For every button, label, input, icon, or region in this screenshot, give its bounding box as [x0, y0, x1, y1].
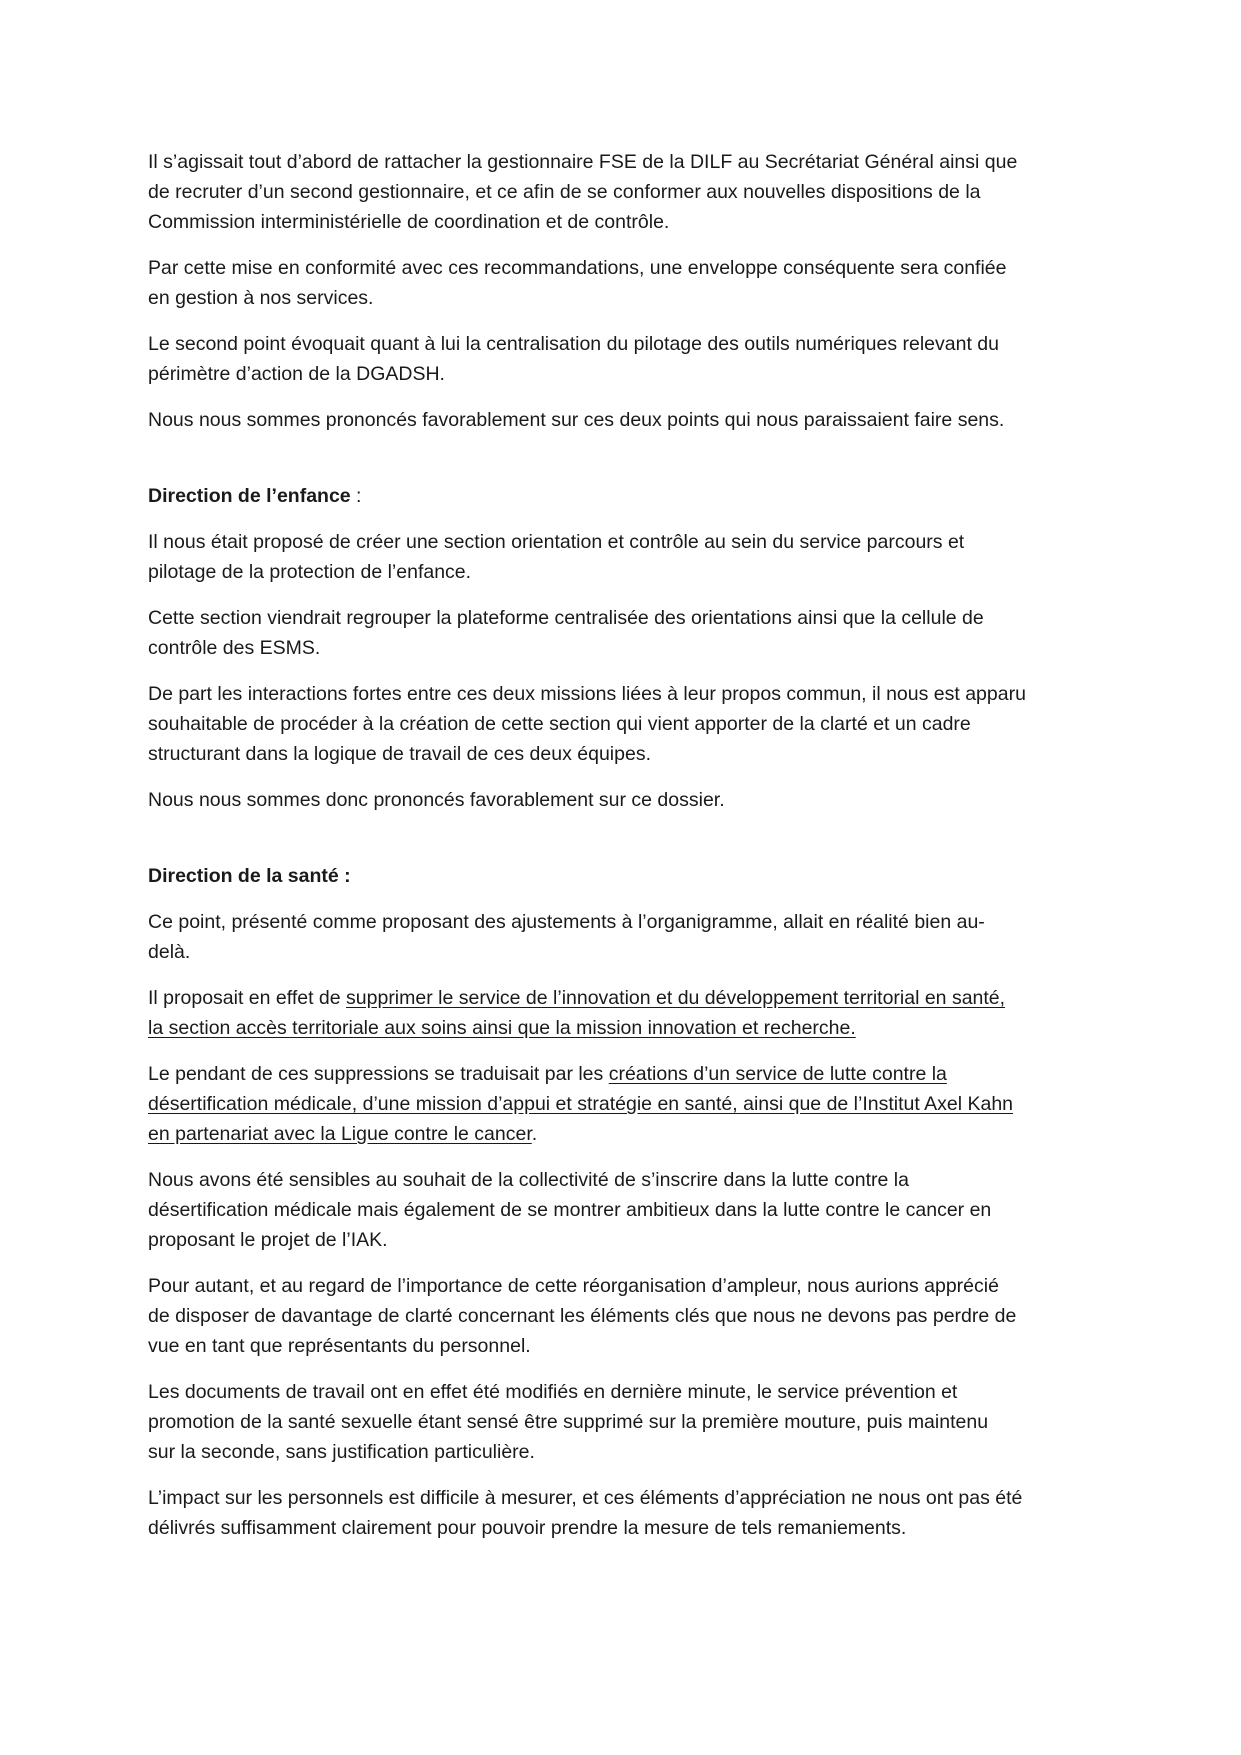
- sante-paragraph-4: Nous avons été sensibles au souhait de la collectivité de s’inscrire dans la lutte contre la désertification médicale mais également de se montrer ambitieux dans la lutte contre le cancer en proposant le projet de l’IAK.: [148, 1169, 992, 1251]
- section-heading-sante: Direction de la santé :: [148, 865, 351, 887]
- section-heading-enfance: Direction de l’enfance :: [148, 485, 362, 507]
- intro-paragraph-1: Il s’agissait tout d’abord de rattacher la gestionnaire FSE de la DILF au Secrétariat Général ainsi que de recruter d’un second gestionnaire, et ce afin de se conformer aux nouvelles dispositions de la Commission interministérielle de coordination et de contrôle.: [148, 151, 1018, 233]
- sante-paragraph-2: Il proposait en effet de supprimer le service de l’innovation et du développement territorial en santé, la section accès territoriale aux soins ainsi que la mission innovation et recherche.: [148, 987, 1006, 1039]
- enfance-paragraph-3: De part les interactions fortes entre ces deux missions liées à leur propos commun, il nous est apparu souhaitable de procéder à la création de cette section qui vient apporter de la clarté et un cadre structurant dans la logique de travail de ces deux équipes.: [148, 683, 1026, 765]
- intro-paragraph-4: Nous nous sommes prononcés favorablement sur ces deux points qui nous paraissaient faire sens.: [148, 409, 1005, 431]
- document-page: [148, 147, 1108, 1559]
- sante-paragraph-6: Les documents de travail ont en effet été modifiés en dernière minute, le service prévention et promotion de la santé sexuelle étant sensé être supprimé sur la première mouture, puis maintenu sur la seconde, sans justification particulière.: [148, 1381, 989, 1463]
- intro-paragraph-3: Le second point évoquait quant à lui la centralisation du pilotage des outils numériques relevant du périmètre d’action de la DGADSH.: [148, 333, 999, 385]
- underlined-text: désertification médicale, d’une mission d’appui et stratégie en santé, ainsi que de l’Institut Axel Kahn: [148, 1093, 1014, 1115]
- enfance-paragraph-4: Nous nous sommes donc prononcés favorablement sur ce dossier.: [148, 789, 725, 811]
- underlined-text: supprimer le service de l’innovation et du développement territorial en santé,: [346, 987, 1006, 1009]
- enfance-paragraph-2: Cette section viendrait regrouper la plateforme centralisée des orientations ainsi que la cellule de contrôle des ESMS.: [148, 607, 984, 659]
- sante-paragraph-5: Pour autant, et au regard de l’importance de cette réorganisation d’ampleur, nous aurions apprécié de disposer de davantage de clarté concernant les éléments clés que nous ne devons pas perdre de vue en tant que représentants du personnel.: [148, 1275, 1017, 1357]
- sante-paragraph-7: L’impact sur les personnels est difficile à mesurer, et ces éléments d’appréciation ne nous ont pas été délivrés suffisamment clairement pour pouvoir prendre la mesure de tels remaniements.: [148, 1487, 1023, 1539]
- underlined-text: la section accès territoriale aux soins ainsi que la mission innovation et recherche.: [148, 1017, 856, 1039]
- underlined-text: créations d’un service de lutte contre la: [608, 1063, 947, 1085]
- sante-paragraph-3: Le pendant de ces suppressions se traduisait par les créations d’un service de lutte contre la désertification médicale, d’une mission d’appui et stratégie en santé, ainsi que de l’Institut Axel Kahn en partenariat avec la Ligue contre le cancer.: [148, 1063, 1014, 1145]
- underlined-text: en partenariat avec la Ligue contre le cancer: [148, 1123, 532, 1145]
- enfance-paragraph-1: Il nous était proposé de créer une section orientation et contrôle au sein du service parcours et pilotage de la protection de l’enfance.: [148, 531, 965, 583]
- sante-paragraph-1: Ce point, présenté comme proposant des ajustements à l’organigramme, allait en réalité bien au- delà.: [148, 911, 985, 963]
- intro-paragraph-2: Par cette mise en conformité avec ces recommandations, une enveloppe conséquente sera confiée en gestion à nos services.: [148, 257, 1007, 309]
